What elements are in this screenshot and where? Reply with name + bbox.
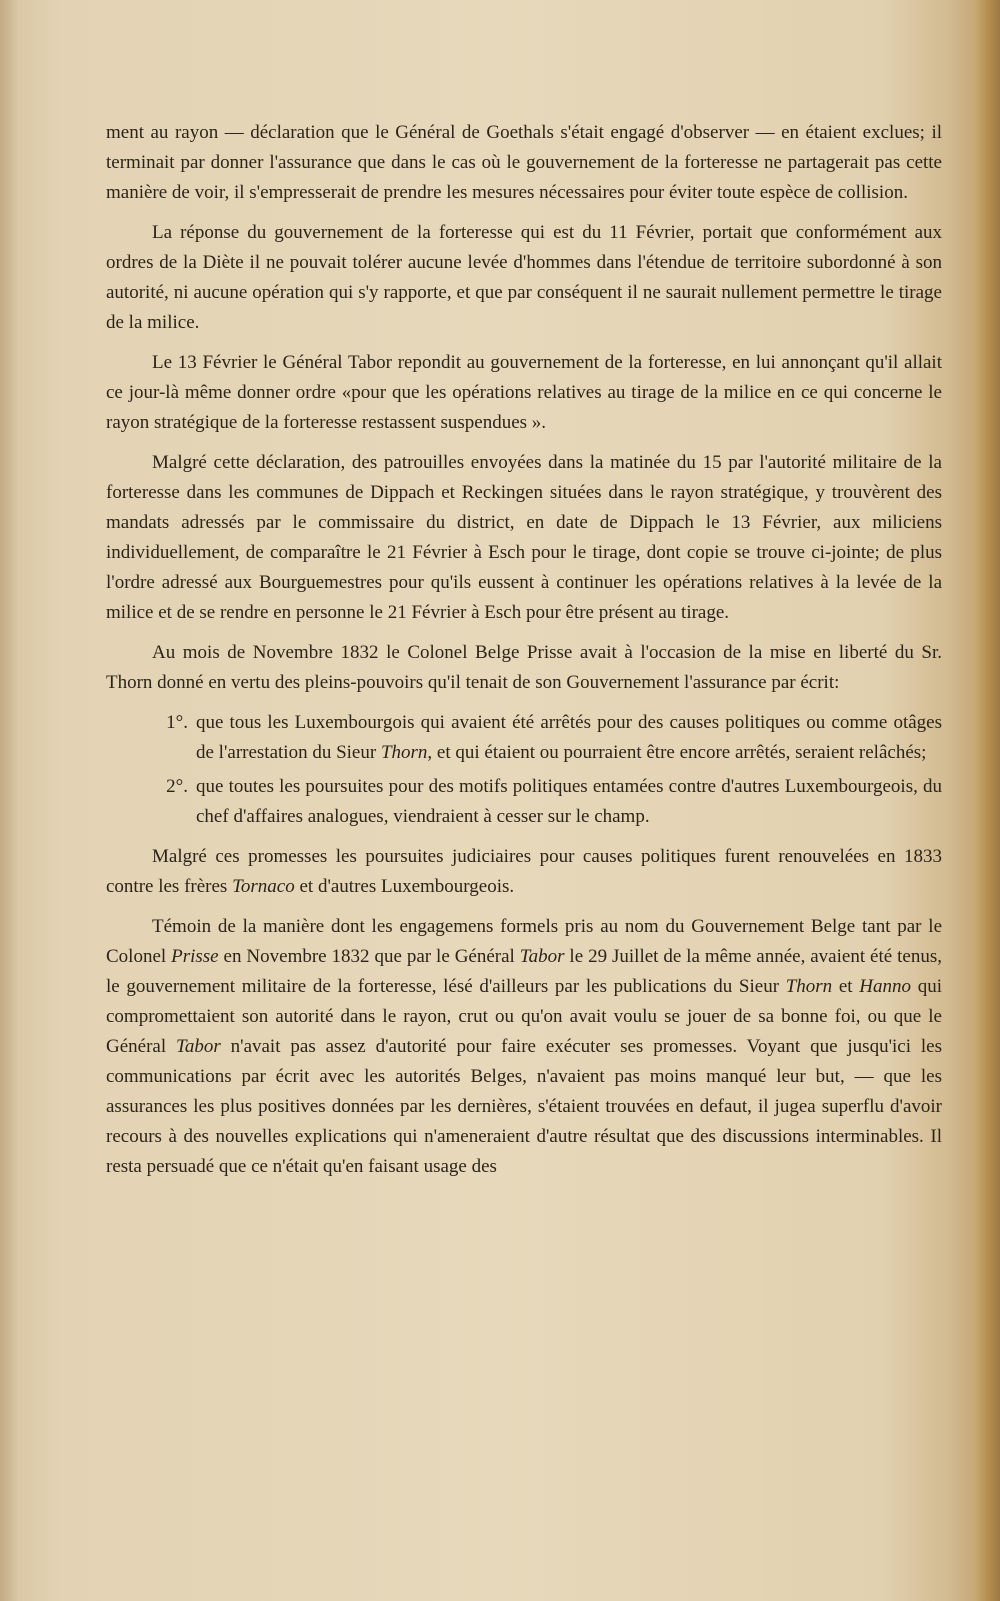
list-item — [106, 772, 942, 832]
paragraph: ment au rayon — déclaration que le Général de Goethals s'était engagé d'observer — en étaient exclues; il terminait par donner l'assurance que dans le cas où le gouvernement de la forteresse ne partagerait pas cette manière de voir, il s'empresserait de prendre les mesures nécessaires pour éviter toute espèce de collision. — [106, 122, 942, 203]
paragraph: Le 13 Février le Général Tabor repondit au gouvernement de la forteresse, en lui annonçant qu'il allait ce jour-là même donner ordre «pour que les opérations relatives au tirage de la milice en ce qui concerne le rayon stratégique de la forteresse restassent suspendues ». — [106, 352, 942, 433]
numbered-list — [106, 708, 942, 832]
paragraph: Malgré cette déclaration, des patrouilles envoyées dans la matinée du 15 par l'autorité militaire de la forteresse dans les communes de Dippach et Reckingen situées dans le rayon stratégique, y trouvèrent des mandats adressés par le commissaire du district, en date de Dippach le 13 Février, aux miliciens individuellement, de comparaître le 21 Février à Esch pour le tirage, dont copie se trouve ci-jointe; de plus l'ordre adressé aux Bourguemestres pour qu'ils eussent à continuer les opérations relatives à la levée de la milice et de se rendre en personne le 21 Février à Esch pour être présent au tirage. — [106, 452, 942, 623]
page-right-edge — [974, 0, 1000, 1601]
paragraph: La réponse du gouvernement de la forteresse qui est du 11 Février, portait que conformément aux ordres de la Diète il ne pouvait tolérer aucune levée d'hommes dans l'étendue de territoire subordonné à son autorité, ni aucune opération qui s'y rapporte, et que par conséquent il ne saurait nullement permettre le tirage de la milice. — [106, 222, 942, 333]
paragraph: Témoin de la manière dont les engagemens formels pris au nom du Gouvernement Belge tant par le Colonel Prisse en Novembre 1832 que par le Général Tabor le 29 Juillet de la même année, avaient été tenus, le gouvernement militaire de la forteresse, lésé d'ailleurs par les publications du Sieur Thorn et Hanno qui compromettaient son autorité dans le rayon, crut ou qu'on avait voulu se jouer de sa bonne foi, ou que le Général Tabor n'avait pas assez d'autorité pour faire exécuter ses promesses. Voyant que jusqu'ici les communications par écrit avec les autorités Belges, n'avaient pas moins manqué leur but, — que les assurances les plus positives données par les dernières, s'étaient trouvées en defaut, il jugea superflu d'avoir recours à des nouvelles explications qui n'ameneraient d'autre résultat que des discussions interminables. Il resta persuadé que ce n'était qu'en faisant usage des — [106, 916, 942, 1177]
paragraph: Malgré ces promesses les poursuites judiciaires pour causes politiques furent renouvelées en 1833 contre les frères Tornaco et d'autres Luxembourgeois. — [106, 846, 942, 897]
list-text: que tous les Luxembourgois qui avaient été arrêtés pour des causes politiques ou comme otâges de l'arrestation du Sieur Thorn, et qui étaient ou pourraient être encore arrêtés, seraient relâchés; — [196, 712, 942, 763]
list-item — [106, 708, 942, 768]
paragraph: Au mois de Novembre 1832 le Colonel Belge Prisse avait à l'occasion de la mise en liberté du Sr. Thorn donné en vertu des pleins-pouvoirs qu'il tenait de son Gouvernement l'assurance par écrit: — [106, 642, 942, 693]
list-number: 2°. — [166, 776, 188, 797]
document-body — [106, 118, 942, 1192]
list-number: 1°. — [166, 712, 188, 733]
page-left-edge — [0, 0, 18, 1601]
list-text: que toutes les poursuites pour des motifs politiques entamées contre d'autres Luxembourgeois, du chef d'affaires analogues, viendraient à cesser sur le champ. — [196, 776, 942, 827]
